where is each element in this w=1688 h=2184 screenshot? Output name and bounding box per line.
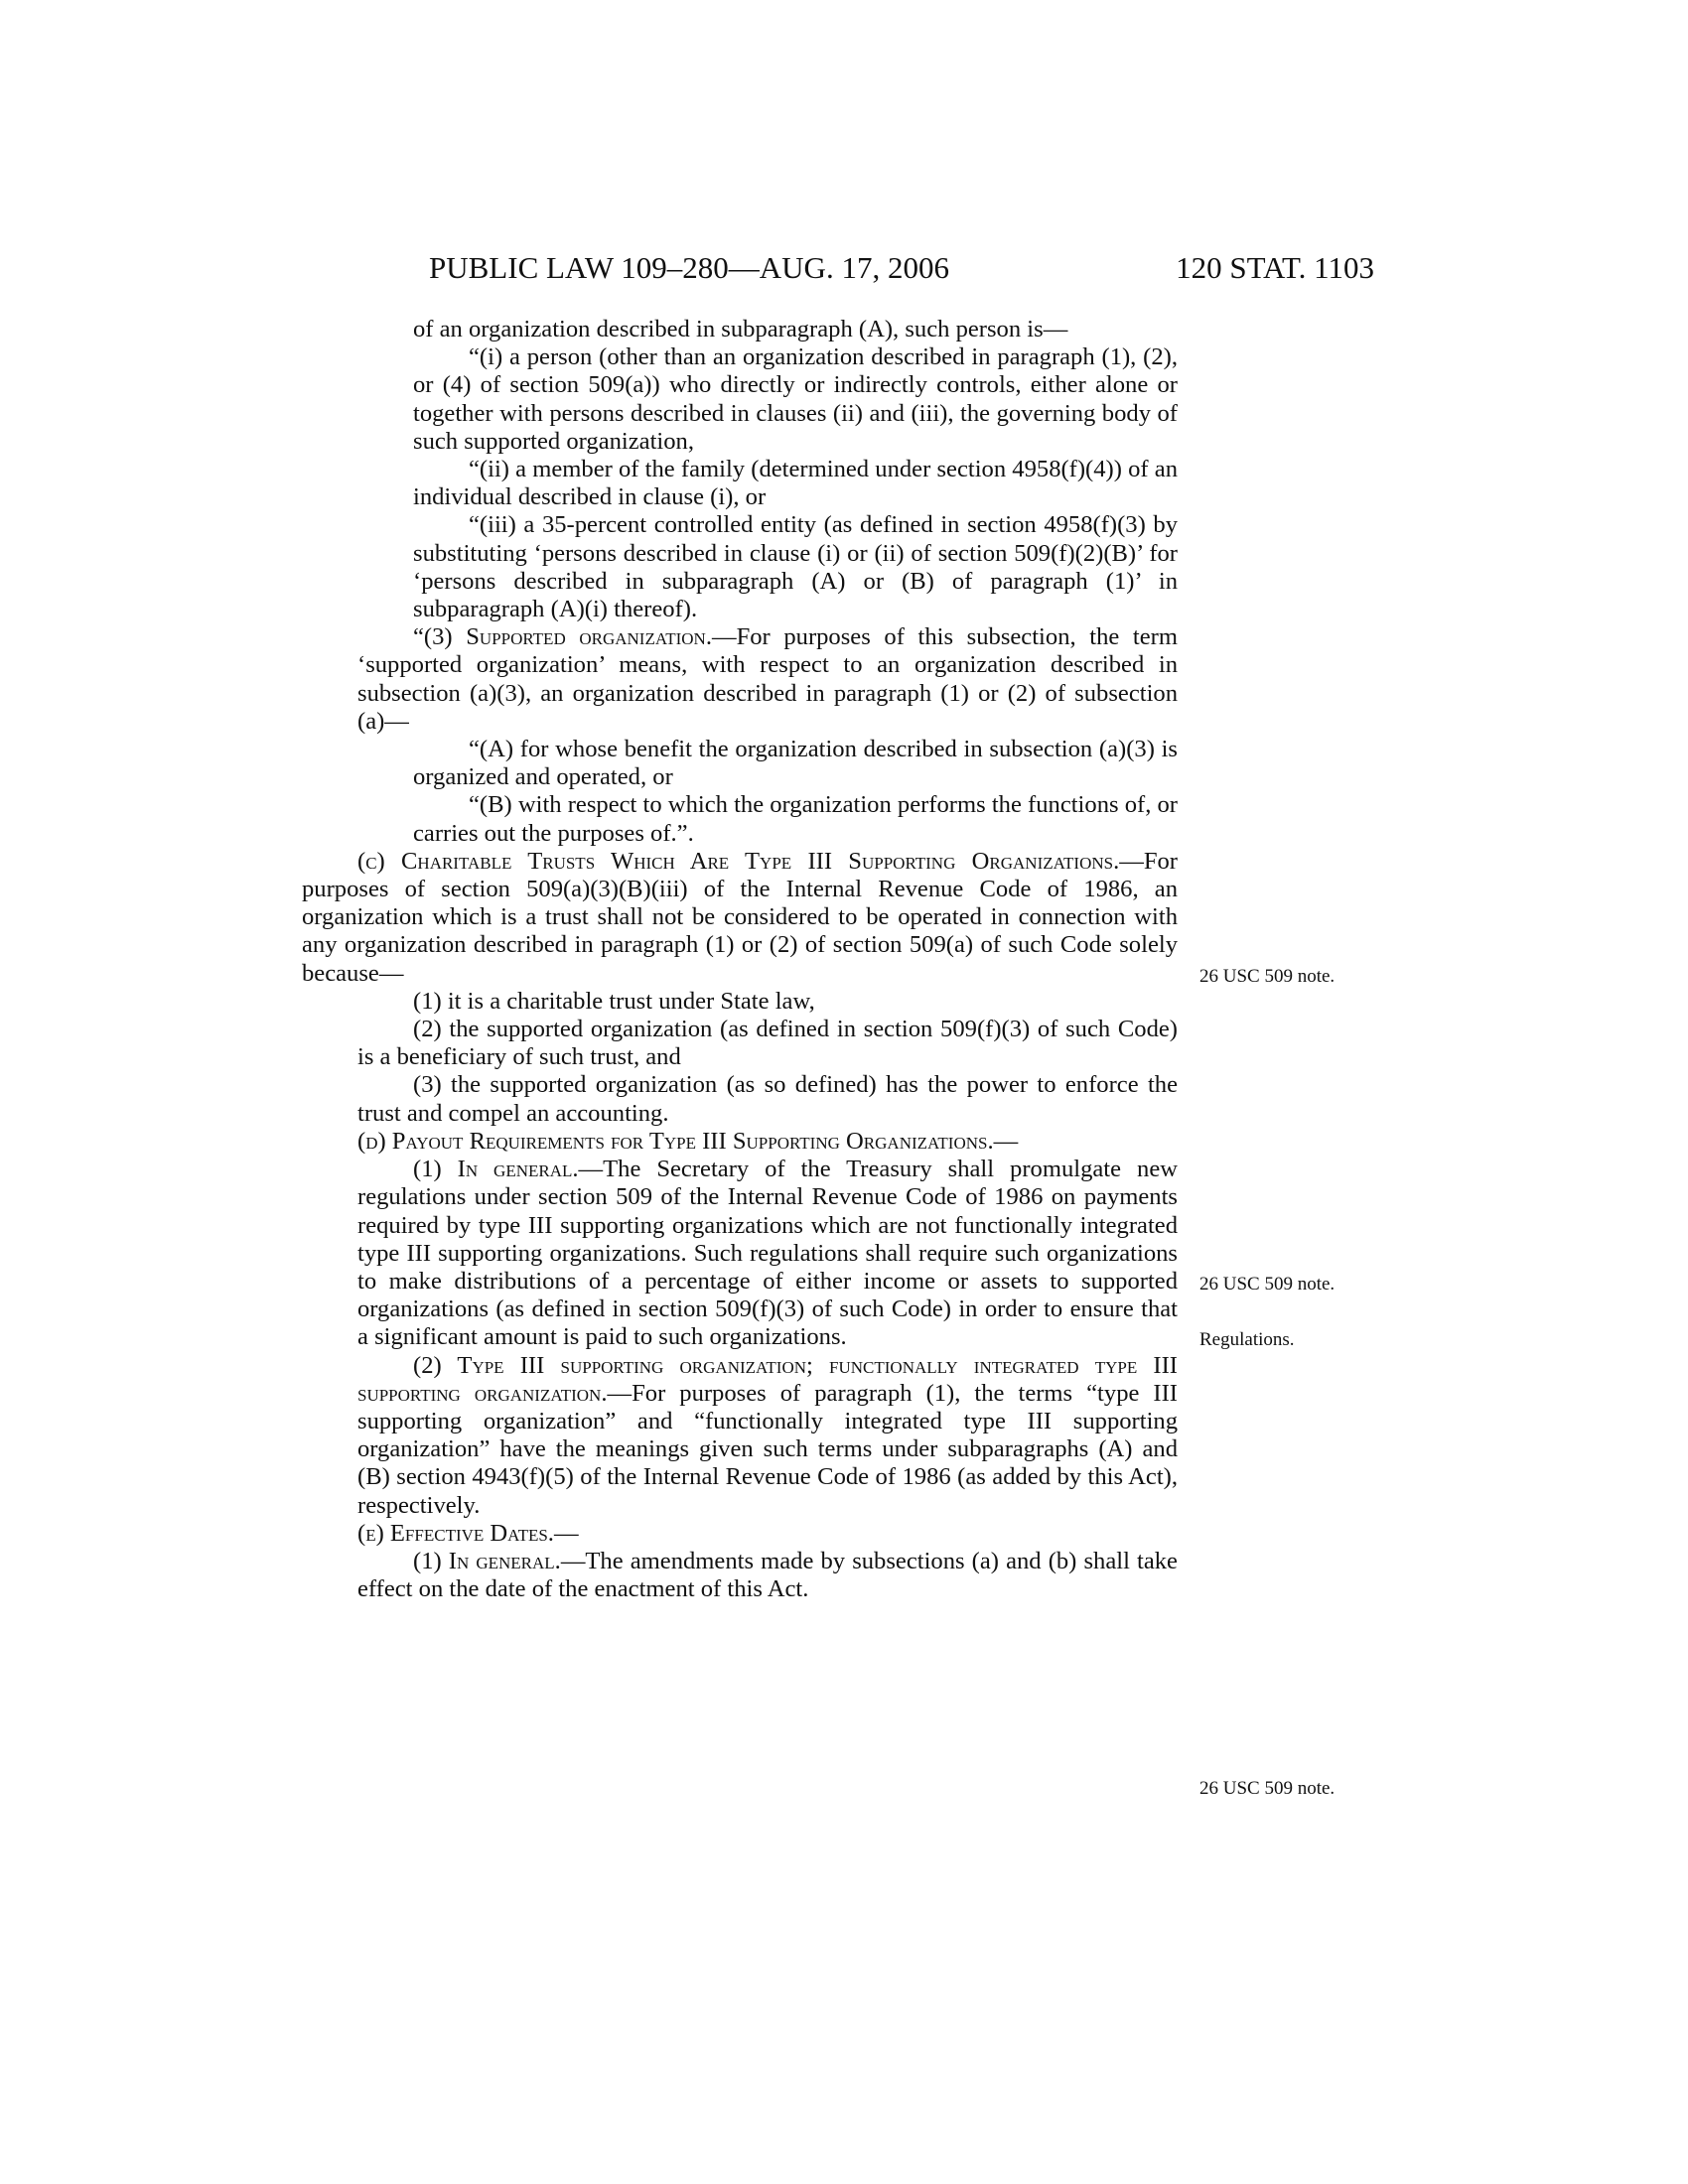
subsection-c-heading: (c) Charitable Trusts Which Are Type III Supporting Organizations. xyxy=(357,847,1120,875)
subsection-e-heading: (e) Effective Dates. xyxy=(357,1519,554,1547)
effective-date-text: —The amendments made by subsections (a) and (b) shall take effect on the date of the enactment of this Act. xyxy=(357,1547,1178,1603)
continued-paragraph: of an organization described in subparagraph (A), such person is— xyxy=(413,316,1068,342)
running-header xyxy=(429,248,1374,288)
subsection-d: (d) Payout Requirements for Type III Supporting Organizations.— xyxy=(357,1127,1019,1155)
clause-i: “(i) a person (other than an organization described in paragraph (1), (2), or (4) of section 509(a)) who directly or indirectly controls, either alone or together with persons described in clauses (ii) and (iii), the governing body of such supported organization, xyxy=(413,343,1178,455)
clause-iii: “(iii) a 35-percent controlled entity (as defined in section 4958(f)(3) by substituting ‘persons described in clause (i) or (ii) of section 509(f)(2)(B)’ for ‘persons described in subparagraph (A) or (B) of paragraph (1)’ in subparagraph (A)(i) thereof). xyxy=(413,511,1178,623)
subsection-c-item-3: (3) the supported organization (as so defined) has the power to enforce the trust and compel an accounting. xyxy=(357,1071,1178,1127)
law-text-body xyxy=(302,316,1178,1603)
public-law-citation: PUBLIC LAW 109–280—AUG. 17, 2006 xyxy=(429,250,949,285)
margin-note-subsection-c: 26 USC 509 note. xyxy=(1199,966,1336,987)
paragraph-3-heading: “(3) Supported organization. xyxy=(413,623,712,651)
subsection-e-paragraph-1 xyxy=(357,1548,1178,1603)
paragraph-1-text: —The Secretary of the Treasury shall promulgate new regulations under section 509 of the Internal Revenue Code of 1986 on payments required by type III supporting organizations which are not functionally integrated type III supporting organizations. Such regulations shall require such organizations to make distributions of a percentage of either income or assets to supported organizations (as defined in section 509(f)(3) of such Code) in order to ensure that a significant amount is paid to such organizations. xyxy=(357,1156,1178,1351)
margin-note-regulations: Regulations. xyxy=(1199,1329,1295,1350)
margin-note-subsection-d: 26 USC 509 note. xyxy=(1199,1274,1336,1295)
subparagraph-b: “(B) with respect to which the organization performs the functions of, or carries out the purposes of.”. xyxy=(413,791,1178,847)
paragraph-2-text: —For purposes of paragraph (1), the terms “type III supporting organization” and “functionally integrated type III supporting organization” have the meanings given such terms under subparagraphs (A) and (B) section 4943(f)(5) of the Internal Revenue Code of 1986 (as added by this Act), respectively. xyxy=(357,1379,1178,1519)
subsection-c xyxy=(302,848,1178,988)
statute-page-number: 120 STAT. 1103 xyxy=(1176,250,1374,285)
subsection-c-text: —For purposes of section 509(a)(3)(B)(iii) of the Internal Revenue Code of 1986, an organization which is a trust shall not be considered to be operated in connection with any organization described in paragraph (1) or (2) of section 509(a) of such Code solely because— xyxy=(302,847,1178,987)
paragraph-1-heading: (1) In general. xyxy=(413,1156,579,1183)
subsection-e: (e) Effective Dates.— xyxy=(357,1519,579,1547)
effective-date-heading: (1) In general. xyxy=(413,1547,561,1574)
clause-ii: “(ii) a member of the family (determined under section 4958(f)(4)) of an individual described in clause (i), or xyxy=(413,456,1178,511)
paragraph-3-text: —For purposes of this subsection, the term ‘supported organization’ means, with respect to an organization described in subsection (a)(3), an organization described in paragraph (1) or (2) of subsection (a)— xyxy=(357,623,1178,735)
paragraph-2-heading: (2) Type III supporting organization; functionally integrated type III supporting organization. xyxy=(357,1351,1178,1407)
subsection-d-paragraph-1 xyxy=(357,1156,1178,1351)
subsection-d-paragraph-2 xyxy=(357,1352,1178,1520)
subsection-c-item-1: (1) it is a charitable trust under State law, xyxy=(413,987,815,1015)
subsection-d-heading: (d) Payout Requirements for Type III Supporting Organizations. xyxy=(357,1127,994,1155)
subparagraph-a: “(A) for whose benefit the organization described in subsection (a)(3) is organized and operated, or xyxy=(413,736,1178,791)
paragraph-3 xyxy=(357,623,1178,736)
margin-note-subsection-e: 26 USC 509 note. xyxy=(1199,1778,1336,1799)
subsection-c-item-2: (2) the supported organization (as defined in section 509(f)(3) of such Code) is a beneficiary of such trust, and xyxy=(357,1016,1178,1071)
